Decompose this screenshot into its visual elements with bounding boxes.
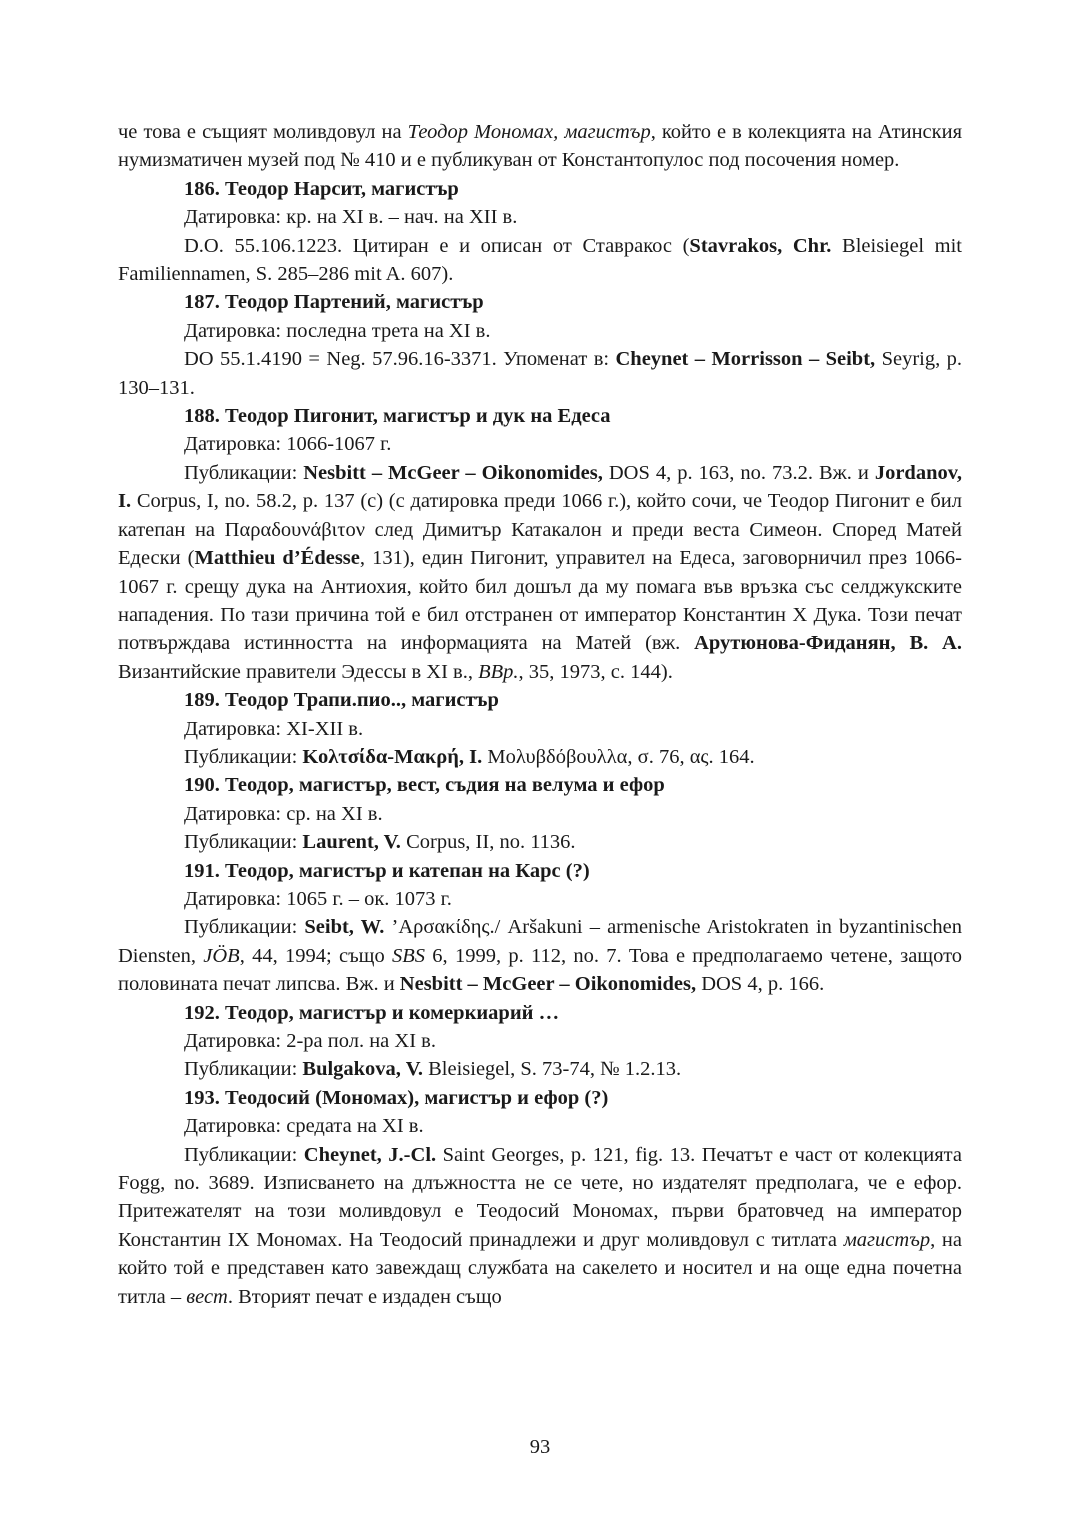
entry-188-dating: Датировка: 1066-1067 г. — [184, 433, 392, 456]
entry-187-text: DO 55.1.4190 = Neg. 57.96.16-3371. Упоменат в: Cheynet – Morrisson – Seibt, Seyrig, p. 130–131. — [118, 348, 963, 399]
page-number: 93 — [529, 1436, 551, 1458]
entry-190-dating: Датировка: ср. на XI в. — [184, 802, 383, 825]
entry-186-dating: Датировка: кр. на XI в. – нач. на XII в. — [184, 206, 518, 229]
entry-190-heading: 190. Теодор, магистър, вест, съдия на велума и ефор — [184, 774, 665, 797]
entry-188-heading: 188. Теодор Пигонит, магистър и дук на Едеса — [184, 405, 611, 428]
entry-191-text: Публикации: Seibt, W. ’Αρσακίδης./ Aršakuni – armenische Aristokraten in byzantinischen Diensten, JÖB, 44, 1994; също SBS 6, 1999, p. 112, no. 7. Това е предполагаемо четене, защото половината печат липсва. Вж. и Nesbitt – McGeer – Oikonomides, DOS 4, p. 166. — [118, 916, 963, 996]
entry-191-dating: Датировка: 1065 г. – ок. 1073 г. — [184, 887, 452, 910]
entry-187-heading: 187. Теодор Партений, магистър — [184, 291, 484, 314]
entry-193-dating: Датировка: средата на XI в. — [184, 1115, 424, 1138]
entry-192-dating: Датировка: 2-ра пол. на XI в. — [184, 1030, 436, 1052]
entry-186-text: D.O. 55.106.1223. Цитиран е и описан от Ставракос (Stavrakos, Chr. Bleisiegel mit Familiennamen, S. 285–286 mit A. 607). — [118, 234, 962, 286]
entry-193-heading: 193. Теодосий (Мономах), магистър и ефор (?) — [184, 1086, 609, 1109]
intro-paragraph: че това е същият моливдовул на Теодор Мономах, магистър, който е в колекцията на Атинския нумизматичен музей под № 410 и е публикуван от Константопулос под посочения номер. — [118, 121, 962, 172]
page-body — [118, 118, 962, 1311]
entry-189-heading: 189. Теодор Трапи.пио.., магистър — [184, 689, 499, 712]
entry-191-heading: 191. Теодор, магистър и катепан на Карс (?) — [184, 859, 590, 882]
entry-189-dating: Датировка: XI-XII в. — [184, 717, 364, 740]
entry-192-text: Публикации: Bulgakova, V. Bleisiegel, S. 73-74, № 1.2.13. — [184, 1058, 682, 1081]
entry-188-text: Публикации: Nesbitt – McGeer – Oikonomides, DOS 4, p. 163, no. 73.2. Вж. и Jordanov, I. Corpus, I, no. 58.2, p. 137 (c) (с датировка преди 1066 г.), който сочи, че Теодор Пигонит е бил катепан на Παραδουνάβιτον след Димитър Катакалон и преди веста Симеон. Според Матей Едески (Matthieu d’Édesse, 131), един Пигонит, управител на Едеса, заговорничил през 1066-1067 г. срещу дука на Антиохия, който бил дошъл да му помага във връзка със селджукските нападения. По тази причина той е бил отстранен от император Константин X Дука. Този печат потвърждава истинността на информацията на Матей (вж. Арутюнова-Фиданян, В. А. Византийские правители Эдессы в XI в., ВВр., 35, 1973, с. 144). — [118, 461, 963, 683]
entry-187-dating: Датировка: последна трета на XI в. — [184, 319, 491, 342]
entry-193-text: Публикации: Cheynet, J.-Cl. Saint Georges, p. 121, fig. 13. Печатът е част от колекцията Fogg, no. 3689. Изписването на длъжността не се чете, но издателят предполага, че е ефор. Притежателят на този моливдовул е Теодосий Мономах, първи братовчед на император Константин IX Мономах. На Теодосий принадлежи и друг моливдовул с титлата магистър, на който той е представен като завеждащ службата на сакелето и носител и на още една почетна титла – вест. Вторият печат е издаден също — [118, 1143, 963, 1308]
entry-189-text: Публикации: Κολτσίδα-Μακρή, I. Μολυβδόβουλλα, σ. 76, ας. 164. — [184, 745, 755, 768]
entry-186-heading: 186. Теодор Нарсит, магистър — [184, 177, 459, 200]
entry-190-text: Публикации: Laurent, V. Corpus, II, no. 1136. — [184, 831, 576, 854]
entry-192-heading: 192. Теодор, магистър и комеркиарий … — [184, 1001, 560, 1024]
